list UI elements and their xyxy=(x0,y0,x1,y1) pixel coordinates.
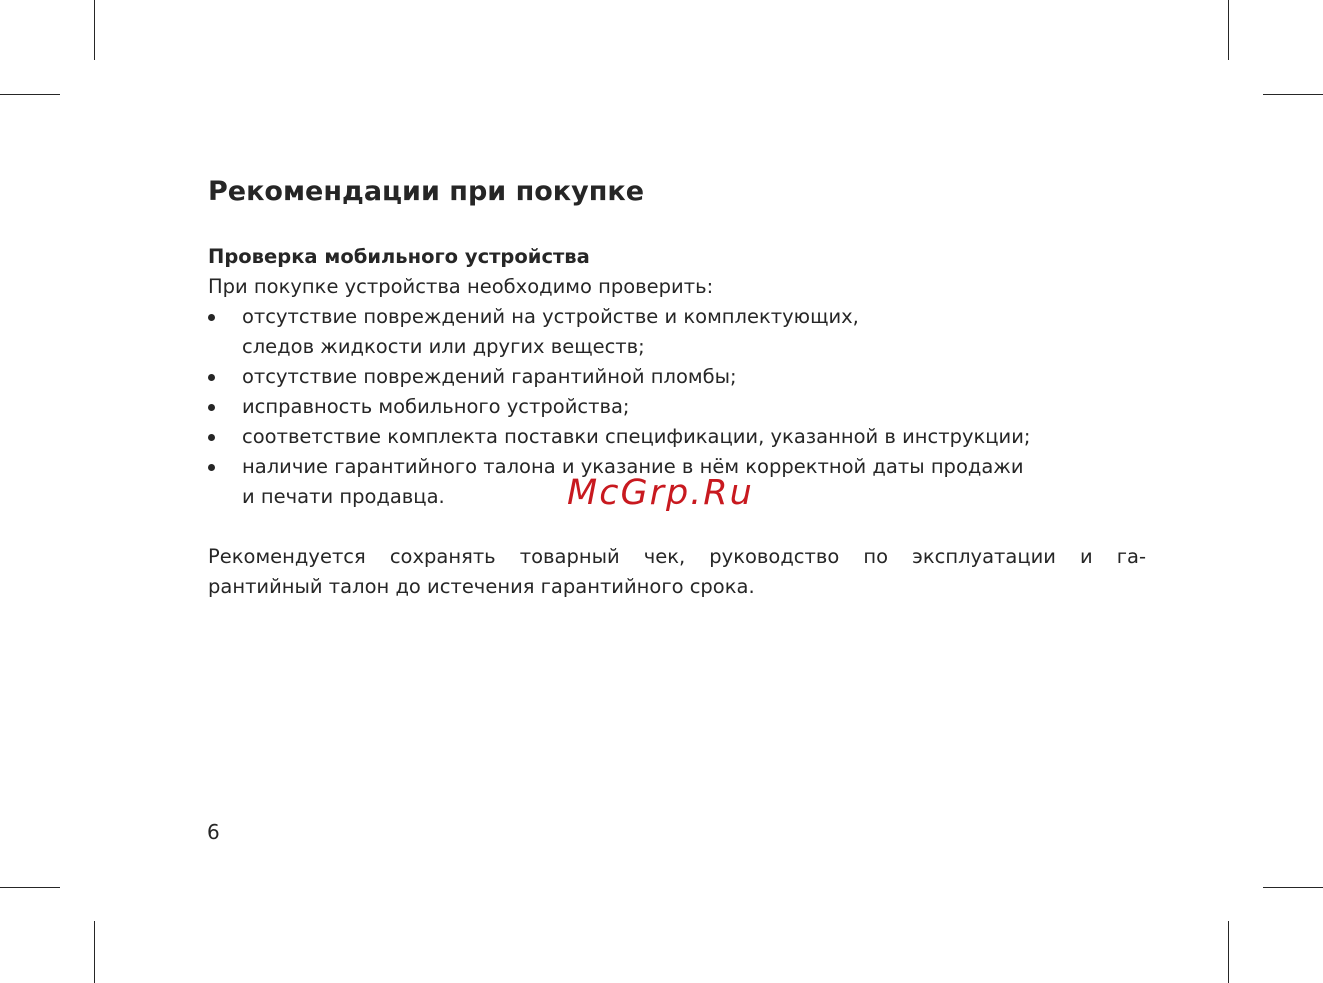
crop-mark-bottom-right-horizontal xyxy=(1263,887,1323,888)
bullet-icon xyxy=(208,404,215,411)
recommendation-note xyxy=(208,542,1146,602)
section-heading: Проверка мобильного устройства xyxy=(208,245,590,268)
crop-mark-top-right-vertical xyxy=(1228,0,1229,60)
checklist-item-line: наличие гарантийного талона и указание в нём корректной даты продажи xyxy=(242,455,1024,478)
crop-mark-top-right-horizontal xyxy=(1263,94,1323,95)
checklist-item xyxy=(208,392,1168,422)
checklist-item-line: соответствие комплекта поставки спецификации, указанной в инструкции; xyxy=(242,425,1031,448)
checklist-item-line: отсутствие повреждений гарантийной пломбы; xyxy=(242,365,737,388)
watermark-logo: McGrp.Ru xyxy=(567,473,754,513)
checklist-item-line: отсутствие повреждений на устройстве и комплектующих, xyxy=(242,305,859,328)
crop-mark-bottom-left-vertical xyxy=(94,921,95,983)
checklist-item-line: исправность мобильного устройства; xyxy=(242,395,630,418)
checklist-item xyxy=(208,362,1168,392)
bullet-icon xyxy=(208,314,215,321)
bullet-icon xyxy=(208,464,215,471)
page-number: 6 xyxy=(207,820,220,844)
recommendation-note-line: рантийный талон до истечения гарантийного срока. xyxy=(208,575,755,598)
checklist-item-line: следов жидкости или других веществ; xyxy=(242,335,645,358)
crop-mark-bottom-right-vertical xyxy=(1228,921,1229,983)
section-intro: При покупке устройства необходимо проверить: xyxy=(208,275,714,298)
checklist-item xyxy=(208,422,1168,452)
bullet-icon xyxy=(208,434,215,441)
bullet-icon xyxy=(208,374,215,381)
recommendation-note-line: Рекомендуется сохранять товарный чек, руководство по эксплуатации и га- xyxy=(208,545,1146,568)
crop-mark-top-left-vertical xyxy=(94,0,95,60)
checklist-item-line: и печати продавца. xyxy=(242,485,445,508)
crop-mark-top-left-horizontal xyxy=(0,94,60,95)
checklist-item xyxy=(208,302,1168,362)
page-content xyxy=(208,170,1168,602)
page-title: Рекомендации при покупке xyxy=(208,176,645,207)
crop-mark-bottom-left-horizontal xyxy=(0,887,60,888)
